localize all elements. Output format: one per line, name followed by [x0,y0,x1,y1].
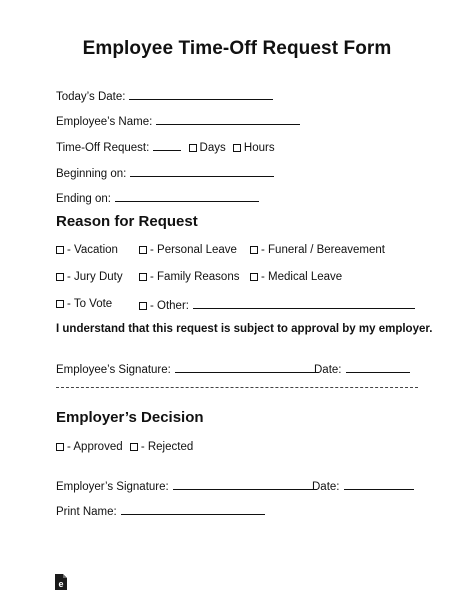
employee-name-label: Employee’s Name: [56,116,153,128]
employee-name-field[interactable] [156,113,300,125]
to-vote-checkbox[interactable] [56,300,64,308]
rejected-option[interactable] [126,441,193,453]
approved-checkbox[interactable] [56,443,64,451]
time-off-request-row [56,139,275,155]
ending-label: Ending on: [56,193,111,205]
decision-heading: Employer’s Decision [56,409,204,426]
reason-option-vacation[interactable] [56,243,118,257]
vacation-label: - Vacation [67,244,118,256]
personal-leave-label: - Personal Leave [150,244,237,256]
form-title: Employee Time-Off Request Form [82,38,392,59]
svg-text:e: e [58,579,64,589]
personal-leave-checkbox[interactable] [139,246,147,254]
beginning-label: Beginning on: [56,168,127,180]
employee-name-row [56,113,300,129]
todays-date-field[interactable] [129,88,273,100]
ending-field[interactable] [115,190,259,202]
rejected-checkbox[interactable] [130,443,138,451]
other-field[interactable] [193,297,415,309]
employer-date-field[interactable] [344,478,414,490]
vacation-checkbox[interactable] [56,246,64,254]
reason-option-personal-leave[interactable] [139,243,237,257]
hours-checkbox[interactable] [233,144,241,152]
family-reasons-checkbox[interactable] [139,273,147,281]
employee-signature-field[interactable] [175,361,319,373]
reason-option-family-reasons[interactable] [139,270,239,284]
acknowledgement-text: I understand that this request is subject to approval by my employer. [56,323,433,335]
eforms-logo-icon [54,574,68,590]
other-label: - Other: [150,300,189,312]
beginning-row [56,165,274,181]
employer-signature-row [56,478,317,494]
print-name-label: Print Name: [56,506,117,518]
to-vote-label: - To Vote [67,298,113,310]
employer-signature-field[interactable] [173,478,317,490]
employee-signature-row [56,361,319,377]
other-checkbox[interactable] [139,302,147,310]
days-label: Days [199,142,226,154]
beginning-field[interactable] [130,165,274,177]
reason-heading: Reason for Request [56,213,198,230]
employee-date-label: Date: [314,364,342,376]
cut-line-divider [56,387,418,388]
medical-leave-checkbox[interactable] [250,273,258,281]
print-name-field[interactable] [121,503,265,515]
employer-date-label: Date: [312,481,340,493]
days-checkbox[interactable] [189,144,197,152]
decision-options-row [56,440,193,454]
todays-date-row [56,88,273,104]
family-reasons-label: - Family Reasons [150,271,240,283]
employee-date-row [314,361,410,377]
funeral-checkbox[interactable] [250,246,258,254]
medical-leave-label: - Medical Leave [261,271,343,283]
reason-option-jury-duty[interactable] [56,270,123,284]
hours-label: Hours [243,142,275,154]
time-off-amount-field[interactable] [153,139,181,151]
reason-option-to-vote[interactable] [56,297,112,311]
employer-signature-label: Employer’s Signature: [56,481,169,493]
jury-duty-checkbox[interactable] [56,273,64,281]
jury-duty-label: - Jury Duty [67,271,123,283]
approved-label: - Approved [67,441,123,453]
funeral-label: - Funeral / Bereavement [261,244,386,256]
employee-date-field[interactable] [346,361,410,373]
todays-date-label: Today’s Date: [56,91,126,103]
employer-date-row [312,478,414,494]
employee-signature-label: Employee’s Signature: [56,364,171,376]
print-name-row [56,503,265,519]
time-off-request-label: Time-Off Request: [56,142,150,154]
approved-option[interactable] [56,441,123,453]
reason-option-other[interactable] [139,297,415,313]
rejected-label: - Rejected [140,441,194,453]
reason-option-funeral[interactable] [250,243,385,257]
reason-option-medical-leave[interactable] [250,270,342,284]
ending-row [56,190,259,206]
